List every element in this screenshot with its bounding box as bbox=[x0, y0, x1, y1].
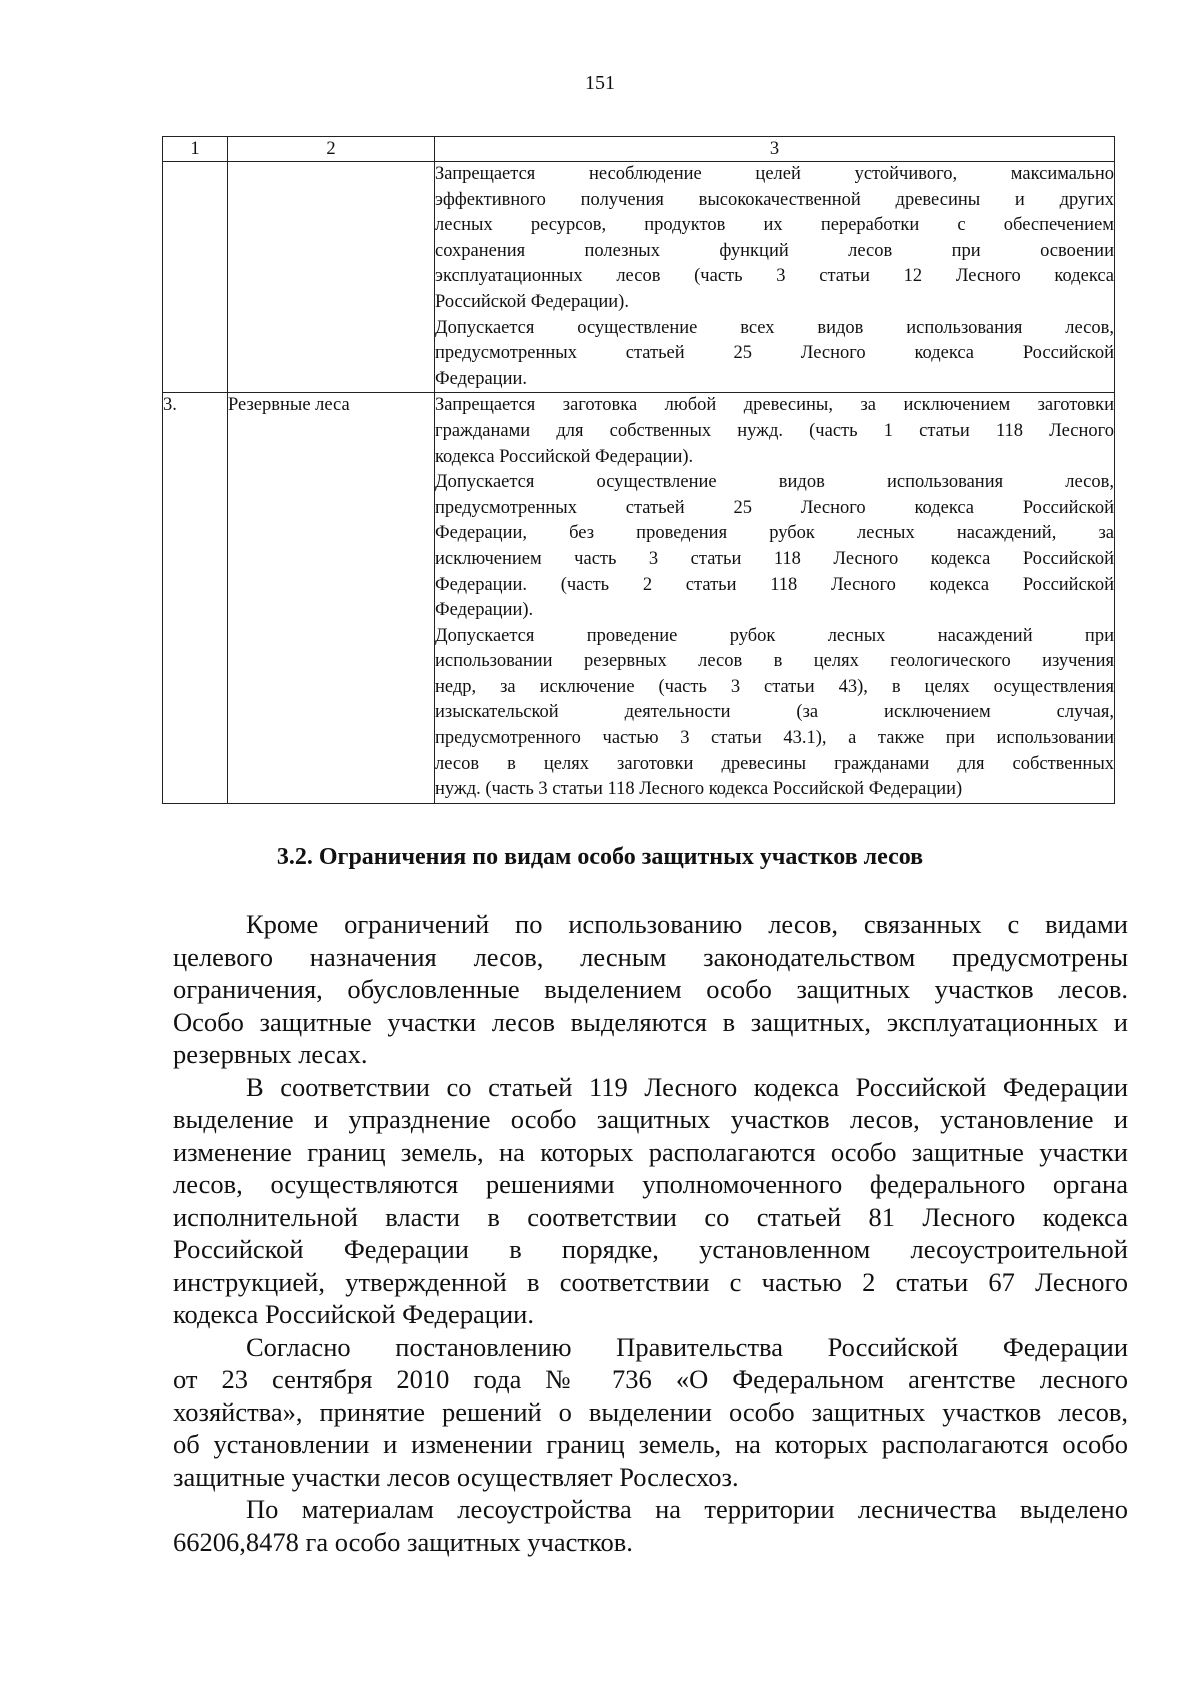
table-text-line: Запрещается заготовка любой древесины, за исключением заготовки bbox=[435, 395, 1114, 416]
table-header-cell: 3 bbox=[435, 137, 1115, 162]
table-text-line: лесных ресурсов, продуктов их переработки с обеспечением bbox=[435, 215, 1114, 236]
body-line: ограничения, обусловленные выделением особо защитных участков лесов. bbox=[173, 974, 1128, 1004]
body-line: Согласно постановлению Правительства Российской Федерации bbox=[246, 1331, 1128, 1362]
body-line: об установлении и изменении границ земель, на которых располагаются особо bbox=[173, 1429, 1128, 1459]
body-line: резервных лесах. bbox=[173, 1039, 368, 1069]
table-text-line: Федерации. bbox=[435, 368, 527, 389]
section-body bbox=[173, 908, 1128, 1558]
body-line: В соответствии со статьей 119 Лесного кодекса Российской Федерации bbox=[246, 1071, 1128, 1102]
body-line: 66206,8478 га особо защитных участков. bbox=[173, 1526, 633, 1557]
body-line: целевого назначения лесов, лесным законодательством предусмотрены bbox=[173, 941, 1128, 972]
row-number-cell bbox=[163, 162, 228, 393]
page-number: 151 bbox=[585, 72, 615, 94]
body-line: инструкцией, утвержденной в соответствии с частью 2 статьи 67 Лесного bbox=[173, 1266, 1128, 1297]
table-text-line: эффективного получения высококачественной древесины и других bbox=[435, 189, 1114, 210]
table-text-line: изыскательской деятельности (за исключением случая, bbox=[435, 702, 1114, 723]
row-text-cell bbox=[435, 162, 1115, 393]
table-header-row bbox=[163, 137, 1115, 162]
table-text-line: нужд. (часть 3 статьи 118 Лесного кодекса Российской Федерации) bbox=[435, 779, 963, 800]
table-text-line: Допускается проведение рубок лесных насаждений при bbox=[435, 625, 1114, 646]
table-text-line: предусмотренных статьей 25 Лесного кодекса Российской bbox=[435, 497, 1114, 518]
body-line: исполнительной власти в соответствии со статьей 81 Лесного кодекса bbox=[173, 1201, 1128, 1232]
table-text-line: Запрещается несоблюдение целей устойчивого, максимально bbox=[435, 164, 1114, 184]
table-text-line: Федерации, без проведения рубок лесных насаждений, за bbox=[435, 523, 1114, 544]
row-text-cell bbox=[435, 393, 1115, 804]
section-title: 3.2. Ограничения по видам особо защитных участков лесов bbox=[276, 844, 924, 870]
body-line: Кроме ограничений по использованию лесов, связанных с видами bbox=[246, 909, 1128, 939]
body-line: хозяйства», принятие решений о выделении особо защитных участков лесов, bbox=[173, 1396, 1128, 1427]
table-text-line: недр, за исключение (часть 3 статьи 43), в целях осуществления bbox=[435, 676, 1114, 697]
table-text-line: исключением часть 3 статьи 118 Лесного кодекса Российской bbox=[435, 548, 1114, 569]
table-row bbox=[163, 162, 1115, 393]
table-text-line: Федерации). bbox=[435, 600, 534, 621]
table-text-line: гражданами для собственных нужд. (часть 1 статьи 118 Лесного bbox=[435, 420, 1114, 441]
table-text-line: Допускается осуществление видов использования лесов, bbox=[435, 472, 1114, 493]
body-line: Особо защитные участки лесов выделяются в защитных, эксплуатационных и bbox=[173, 1006, 1128, 1037]
restrictions-table bbox=[162, 136, 1115, 804]
row-name-cell bbox=[228, 162, 435, 393]
table-text-line: использовании резервных лесов в целях геологического изучения bbox=[435, 651, 1114, 672]
body-line: защитные участки лесов осуществляет Рослесхоз. bbox=[173, 1461, 739, 1492]
table-text-line: кодекса Российской Федерации). bbox=[435, 446, 694, 467]
table-text-line: Допускается осуществление всех видов использования лесов, bbox=[435, 317, 1114, 338]
body-line: от 23 сентября 2010 года № 736 «О Федеральном агентстве лесного bbox=[173, 1364, 1128, 1394]
body-line: выделение и упразднение особо защитных участков лесов, установление и bbox=[173, 1104, 1128, 1134]
body-line: Российской Федерации в порядке, установленном лесоустроительной bbox=[173, 1234, 1128, 1264]
table-text-line: Федерации. (часть 2 статьи 118 Лесного кодекса Российской bbox=[435, 574, 1114, 595]
table-row bbox=[163, 393, 1115, 804]
table-text-line: Российской Федерации). bbox=[435, 291, 629, 312]
table-header-cell: 2 bbox=[228, 137, 435, 162]
table-text-line: предусмотренных статьей 25 Лесного кодекса Российской bbox=[435, 343, 1114, 364]
table-text-line: сохранения полезных функций лесов при освоении bbox=[435, 240, 1114, 261]
table-header-cell: 1 bbox=[163, 137, 228, 162]
body-line: По материалам лесоустройства на территории лесничества выделено bbox=[246, 1494, 1128, 1524]
row-name-cell: Резервные леса bbox=[228, 393, 435, 804]
body-line: кодекса Российской Федерации. bbox=[173, 1299, 534, 1329]
row-number-cell: 3. bbox=[163, 393, 228, 804]
table-text-line: предусмотренного частью 3 статьи 43.1), а также при использовании bbox=[435, 728, 1114, 749]
body-line: лесов, осуществляются решениями уполномоченного федерального органа bbox=[173, 1169, 1128, 1199]
body-line: изменение границ земель, на которых располагаются особо защитные участки bbox=[173, 1136, 1128, 1167]
table-text-line: эксплуатационных лесов (часть 3 статьи 12 Лесного кодекса bbox=[435, 266, 1114, 287]
table-text-line: лесов в целях заготовки древесины гражданами для собственных bbox=[435, 753, 1114, 774]
